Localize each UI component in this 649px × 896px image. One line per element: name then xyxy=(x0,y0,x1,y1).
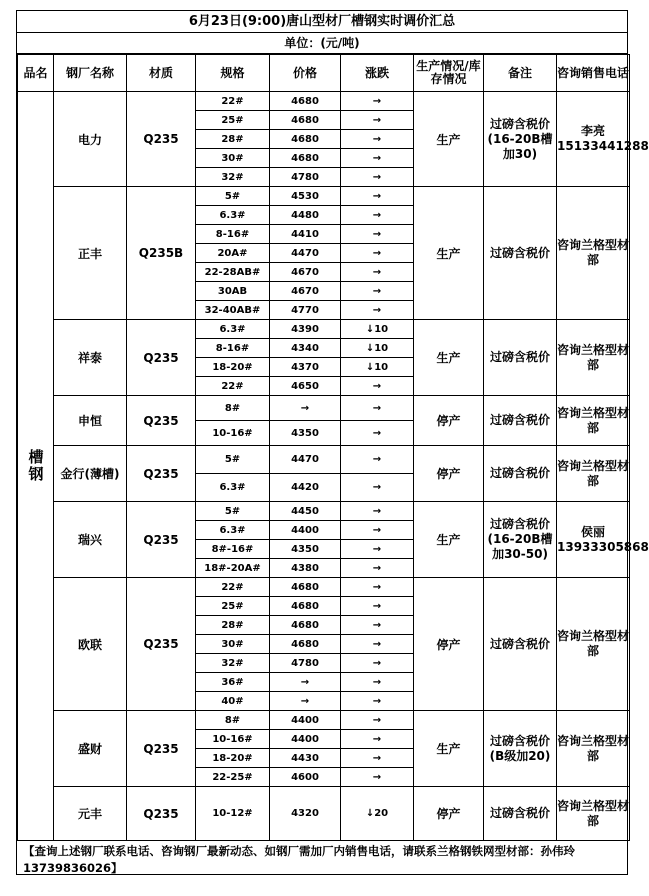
change-cell: ↓20 xyxy=(341,787,414,841)
price-cell: 4670 xyxy=(270,263,341,282)
factory-name: 盛财 xyxy=(54,711,127,787)
material-cell: Q235B xyxy=(127,187,196,320)
header-spec: 规格 xyxy=(196,55,270,92)
change-cell: → xyxy=(341,474,414,502)
price-cell: 4780 xyxy=(270,168,341,187)
factory-name: 瑞兴 xyxy=(54,502,127,578)
spec-cell: 25# xyxy=(196,597,270,616)
change-cell: → xyxy=(341,578,414,597)
note-cell: 过磅含税价 xyxy=(484,396,557,446)
change-cell: → xyxy=(341,635,414,654)
price-cell: 4420 xyxy=(270,474,341,502)
price-cell: 4600 xyxy=(270,768,341,787)
factory-name: 申恒 xyxy=(54,396,127,446)
change-cell: → xyxy=(341,377,414,396)
table-row xyxy=(18,320,630,339)
change-cell: → xyxy=(341,730,414,749)
factory-name: 金行(薄槽) xyxy=(54,446,127,502)
material-cell: Q235 xyxy=(127,578,196,711)
price-cell: 4680 xyxy=(270,130,341,149)
material-cell: Q235 xyxy=(127,711,196,787)
note-cell: 过磅含税价 xyxy=(484,578,557,711)
price-cell: 4410 xyxy=(270,225,341,244)
spec-cell: 6.3# xyxy=(196,521,270,540)
spec-cell: 36# xyxy=(196,673,270,692)
table-body xyxy=(18,92,649,841)
header-material: 材质 xyxy=(127,55,196,92)
spec-cell: 30AB xyxy=(196,282,270,301)
spec-cell: 18-20# xyxy=(196,749,270,768)
price-sheet xyxy=(16,10,649,875)
header-row xyxy=(18,55,630,92)
table-row xyxy=(18,92,630,111)
price-cell: 4670 xyxy=(270,282,341,301)
table-row xyxy=(18,187,630,206)
price-cell: 4350 xyxy=(270,421,341,446)
price-cell: 4400 xyxy=(270,711,341,730)
header-price: 价格 xyxy=(270,55,341,92)
change-cell: → xyxy=(341,521,414,540)
contact-cell: 咨询兰格型材部 xyxy=(557,396,630,446)
table-row xyxy=(18,578,630,597)
price-cell: 4680 xyxy=(270,616,341,635)
material-cell: Q235 xyxy=(127,320,196,396)
note-cell: 过磅含税价 xyxy=(484,446,557,502)
change-cell: → xyxy=(341,711,414,730)
spec-cell: 28# xyxy=(196,130,270,149)
spec-cell: 28# xyxy=(196,616,270,635)
price-cell: 4680 xyxy=(270,578,341,597)
contact-cell: 咨询兰格型材部 xyxy=(557,320,630,396)
header-category: 品名 xyxy=(18,55,54,92)
status-cell: 停产 xyxy=(414,396,484,446)
change-cell: → xyxy=(341,692,414,711)
factory-name: 元丰 xyxy=(54,787,127,841)
change-cell: → xyxy=(341,92,414,111)
price-cell: 4350 xyxy=(270,540,341,559)
note-cell: 过磅含税价 xyxy=(484,787,557,841)
price-cell: 4650 xyxy=(270,377,341,396)
contact-cell: 李亮15133441288 xyxy=(557,92,630,187)
price-cell: → xyxy=(270,396,341,421)
material-cell: Q235 xyxy=(127,92,196,187)
change-cell: → xyxy=(341,559,414,578)
spec-cell: 22-28AB# xyxy=(196,263,270,282)
change-cell: → xyxy=(341,673,414,692)
spec-cell: 32# xyxy=(196,654,270,673)
price-cell: 4680 xyxy=(270,111,341,130)
status-cell: 停产 xyxy=(414,578,484,711)
table-wrapper xyxy=(16,54,649,841)
spec-cell: 6.3# xyxy=(196,320,270,339)
price-cell: → xyxy=(270,673,341,692)
change-cell: → xyxy=(341,282,414,301)
price-cell: 4680 xyxy=(270,597,341,616)
price-cell: 4680 xyxy=(270,635,341,654)
spec-cell: 32# xyxy=(196,168,270,187)
price-cell: 4780 xyxy=(270,654,341,673)
change-cell: → xyxy=(341,654,414,673)
header-factory: 钢厂名称 xyxy=(54,55,127,92)
category-cell: 槽钢 xyxy=(18,92,54,841)
spec-cell: 40# xyxy=(196,692,270,711)
price-cell: → xyxy=(270,692,341,711)
change-cell: → xyxy=(341,502,414,521)
price-cell: 4770 xyxy=(270,301,341,320)
price-cell: 4680 xyxy=(270,149,341,168)
price-cell: 4340 xyxy=(270,339,341,358)
price-cell: 4390 xyxy=(270,320,341,339)
spec-cell: 10-16# xyxy=(196,421,270,446)
contact-cell: 咨询兰格型材部 xyxy=(557,187,630,320)
table-row xyxy=(18,502,630,521)
spec-cell: 8#-16# xyxy=(196,540,270,559)
change-cell: → xyxy=(341,616,414,635)
price-cell: 4470 xyxy=(270,244,341,263)
table-row xyxy=(18,446,630,474)
change-cell: → xyxy=(341,149,414,168)
price-cell: 4450 xyxy=(270,502,341,521)
sheet-title: 6月23日(9:00)唐山型材厂槽钢实时调价汇总 xyxy=(16,10,628,33)
spec-cell: 5# xyxy=(196,187,270,206)
change-cell: → xyxy=(341,111,414,130)
spec-cell: 5# xyxy=(196,502,270,521)
material-cell: Q235 xyxy=(127,446,196,502)
status-cell: 生产 xyxy=(414,502,484,578)
material-cell: Q235 xyxy=(127,396,196,446)
spec-cell: 6.3# xyxy=(196,206,270,225)
change-cell: → xyxy=(341,597,414,616)
note-cell: 过磅含税价(B级加20) xyxy=(484,711,557,787)
factory-name: 欧联 xyxy=(54,578,127,711)
status-cell: 停产 xyxy=(414,787,484,841)
price-cell: 4400 xyxy=(270,730,341,749)
change-cell: ↓10 xyxy=(341,339,414,358)
spec-cell: 30# xyxy=(196,149,270,168)
footer-note: 【查询上述钢厂联系电话、咨询钢厂最新动态、如钢厂需加厂内销售电话，请联系兰格钢铁网型材部：孙伟玲13739836026】 xyxy=(16,841,628,875)
spec-cell: 32-40AB# xyxy=(196,301,270,320)
status-cell: 生产 xyxy=(414,92,484,187)
spec-cell: 8# xyxy=(196,711,270,730)
price-cell: 4530 xyxy=(270,187,341,206)
spec-cell: 20A# xyxy=(196,244,270,263)
change-cell: → xyxy=(341,206,414,225)
material-cell: Q235 xyxy=(127,502,196,578)
price-cell: 4380 xyxy=(270,559,341,578)
factory-name: 电力 xyxy=(54,92,127,187)
price-table xyxy=(17,54,649,841)
change-cell: → xyxy=(341,187,414,206)
contact-cell: 咨询兰格型材部 xyxy=(557,578,630,711)
change-cell: → xyxy=(341,225,414,244)
change-cell: ↓10 xyxy=(341,358,414,377)
change-cell: → xyxy=(341,130,414,149)
spec-cell: 8# xyxy=(196,396,270,421)
change-cell: → xyxy=(341,396,414,421)
material-cell: Q235 xyxy=(127,787,196,841)
header-note: 备注 xyxy=(484,55,557,92)
spec-cell: 18#-20A# xyxy=(196,559,270,578)
header-contact: 咨询销售电话 xyxy=(557,55,630,92)
spec-cell: 22-25# xyxy=(196,768,270,787)
change-cell: → xyxy=(341,244,414,263)
price-cell: 4680 xyxy=(270,92,341,111)
spec-cell: 10-16# xyxy=(196,730,270,749)
note-cell: 过磅含税价(16-20B槽加30) xyxy=(484,92,557,187)
change-cell: → xyxy=(341,768,414,787)
change-cell: → xyxy=(341,168,414,187)
change-cell: → xyxy=(341,421,414,446)
table-row xyxy=(18,396,630,421)
status-cell: 生产 xyxy=(414,320,484,396)
note-cell: 过磅含税价(16-20B槽加30-50) xyxy=(484,502,557,578)
note-cell: 过磅含税价 xyxy=(484,187,557,320)
factory-name: 正丰 xyxy=(54,187,127,320)
status-cell: 停产 xyxy=(414,446,484,502)
contact-cell: 咨询兰格型材部 xyxy=(557,446,630,502)
spec-cell: 8-16# xyxy=(196,339,270,358)
price-cell: 4470 xyxy=(270,446,341,474)
spec-cell: 10-12# xyxy=(196,787,270,841)
status-cell: 生产 xyxy=(414,187,484,320)
status-cell: 生产 xyxy=(414,711,484,787)
spec-cell: 22# xyxy=(196,92,270,111)
header-change: 涨跌 xyxy=(341,55,414,92)
spec-cell: 25# xyxy=(196,111,270,130)
note-cell: 过磅含税价 xyxy=(484,320,557,396)
change-cell: → xyxy=(341,301,414,320)
header-status: 生产情况/库存情况 xyxy=(414,55,484,92)
factory-name: 祥泰 xyxy=(54,320,127,396)
price-cell: 4400 xyxy=(270,521,341,540)
change-cell: → xyxy=(341,446,414,474)
price-cell: 4430 xyxy=(270,749,341,768)
table-row xyxy=(18,711,630,730)
unit-label: 单位：(元/吨) xyxy=(16,33,628,54)
table-row xyxy=(18,787,630,841)
spec-cell: 22# xyxy=(196,578,270,597)
price-cell: 4370 xyxy=(270,358,341,377)
spec-cell: 6.3# xyxy=(196,474,270,502)
contact-cell: 侯丽13933305868 xyxy=(557,502,630,578)
change-cell: → xyxy=(341,263,414,282)
spec-cell: 30# xyxy=(196,635,270,654)
spec-cell: 8-16# xyxy=(196,225,270,244)
spec-cell: 5# xyxy=(196,446,270,474)
contact-cell: 咨询兰格型材部 xyxy=(557,787,630,841)
spec-cell: 22# xyxy=(196,377,270,396)
spec-cell: 18-20# xyxy=(196,358,270,377)
change-cell: → xyxy=(341,749,414,768)
contact-cell: 咨询兰格型材部 xyxy=(557,711,630,787)
price-cell: 4480 xyxy=(270,206,341,225)
change-cell: ↓10 xyxy=(341,320,414,339)
price-cell: 4320 xyxy=(270,787,341,841)
change-cell: → xyxy=(341,540,414,559)
